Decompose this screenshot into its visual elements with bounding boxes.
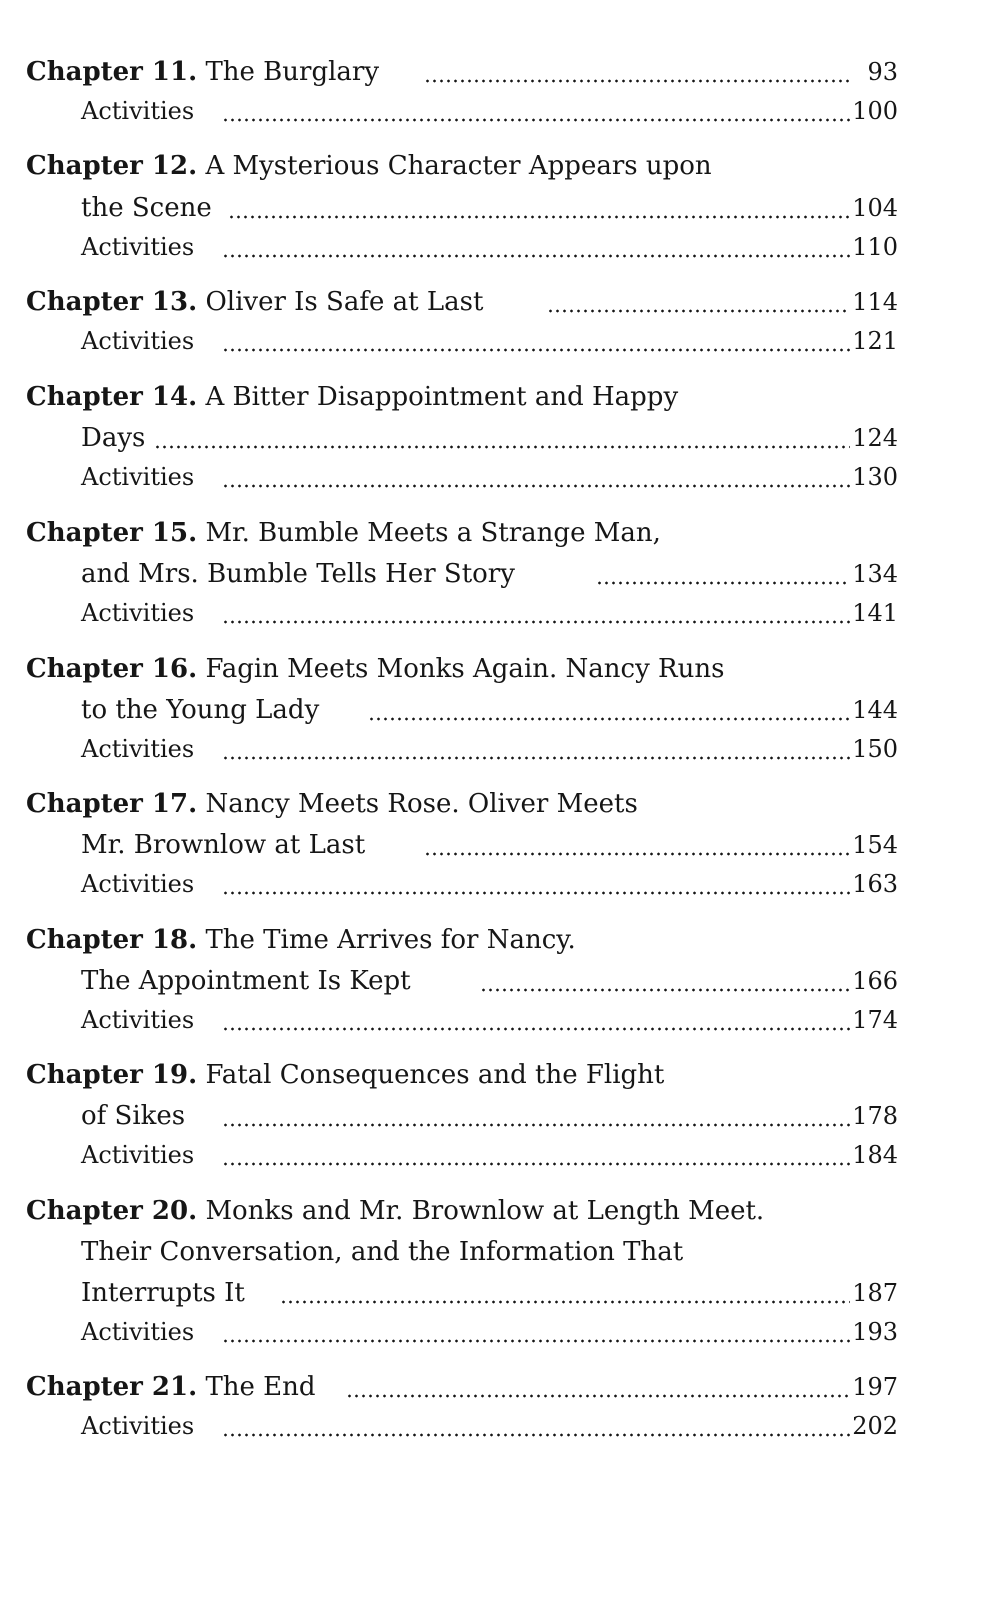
dot-leader [480, 988, 850, 992]
page-number: 100 [852, 97, 898, 125]
toc-entry-activities[interactable] [0, 1406, 1000, 1446]
page-number: 174 [852, 1006, 898, 1034]
chapter-heading [26, 649, 724, 689]
chapter-title-line: to the Young Lady [81, 695, 320, 725]
chapter-title-continuation [0, 825, 1000, 865]
dot-leader [424, 852, 850, 856]
page-number: 144 [852, 696, 898, 724]
chapter-title-line: Days [81, 423, 146, 453]
page-number: 150 [852, 735, 898, 763]
chapter-heading [26, 513, 661, 553]
toc-entry-chapter-12[interactable] [0, 146, 1000, 186]
chapter-heading [26, 377, 678, 417]
page-number: 197 [852, 1373, 898, 1401]
chapter-title-continuation [0, 961, 1000, 1001]
page-number: 141 [852, 599, 898, 627]
chapter-title-continuation [0, 1232, 1000, 1272]
chapter-title-continuation [0, 690, 1000, 730]
chapter-label: Chapter 15. [26, 518, 198, 548]
chapter-title-continuation [0, 1096, 1000, 1136]
page-number: 121 [852, 327, 898, 355]
dot-leader [368, 717, 850, 721]
toc-entry-activities[interactable] [0, 729, 1000, 769]
chapter-title-line: Mr. Brownlow at Last [81, 830, 366, 860]
activities-label: Activities [81, 1141, 195, 1169]
chapter-heading [26, 1367, 316, 1407]
chapter-label: Chapter 21. [26, 1372, 198, 1402]
dot-leader [280, 1300, 850, 1304]
dot-leader [424, 79, 850, 83]
chapter-title-continuation [0, 188, 1000, 228]
page-number: 93 [867, 58, 898, 86]
toc-entry-activities[interactable] [0, 1000, 1000, 1040]
dot-leader [222, 1123, 850, 1127]
toc-entry-activities[interactable] [0, 1312, 1000, 1352]
page-number: 134 [852, 560, 898, 588]
chapter-heading [26, 146, 712, 186]
dot-leader [222, 620, 850, 624]
page-number: 130 [852, 463, 898, 491]
page-number: 110 [852, 233, 898, 261]
chapter-heading [26, 282, 483, 322]
activities-label: Activities [81, 599, 195, 627]
toc-entry-chapter-18[interactable] [0, 920, 1000, 960]
dot-leader [346, 1394, 850, 1398]
dot-leader [222, 254, 850, 258]
activities-label: Activities [81, 1412, 195, 1440]
toc-entry-activities[interactable] [0, 1135, 1000, 1175]
chapter-label: Chapter 19. [26, 1060, 198, 1090]
chapter-title-continuation [0, 554, 1000, 594]
chapter-title: Fagin Meets Monks Again. Nancy Runs [205, 654, 725, 684]
toc-entry-chapter-15[interactable] [0, 513, 1000, 553]
chapter-title-line: Interrupts It [81, 1278, 245, 1308]
toc-entry-activities[interactable] [0, 321, 1000, 361]
dot-leader [222, 891, 850, 895]
page-number: 193 [852, 1318, 898, 1346]
chapter-title: Nancy Meets Rose. Oliver Meets [205, 789, 638, 819]
dot-leader [596, 581, 850, 585]
chapter-heading [26, 920, 576, 960]
toc-entry-chapter-11[interactable] [0, 52, 1000, 92]
chapter-title: The End [205, 1372, 316, 1402]
activities-label: Activities [81, 1318, 195, 1346]
dot-leader [228, 215, 850, 219]
page-number: 187 [852, 1279, 898, 1307]
chapter-title: The Time Arrives for Nancy. [205, 925, 576, 955]
chapter-label: Chapter 16. [26, 654, 198, 684]
toc-entry-activities[interactable] [0, 227, 1000, 267]
toc-entry-activities[interactable] [0, 457, 1000, 497]
chapter-label: Chapter 18. [26, 925, 198, 955]
chapter-title-line: the Scene [81, 193, 212, 223]
page-number: 104 [852, 194, 898, 222]
page-number: 124 [852, 424, 898, 452]
chapter-title: Monks and Mr. Brownlow at Length Meet. [205, 1196, 765, 1226]
activities-label: Activities [81, 327, 195, 355]
toc-entry-chapter-14[interactable] [0, 377, 1000, 417]
activities-label: Activities [81, 97, 195, 125]
chapter-title-continuation [0, 1273, 1000, 1313]
chapter-heading [26, 784, 638, 824]
chapter-heading [26, 1191, 764, 1231]
dot-leader [222, 1162, 850, 1166]
activities-label: Activities [81, 233, 195, 261]
chapter-title: The Burglary [205, 57, 380, 87]
activities-label: Activities [81, 1006, 195, 1034]
chapter-title: Mr. Bumble Meets a Strange Man, [205, 518, 661, 548]
chapter-title-line: The Appointment Is Kept [81, 966, 411, 996]
page-number: 154 [852, 831, 898, 859]
dot-leader [222, 118, 850, 122]
chapter-title: Oliver Is Safe at Last [205, 287, 484, 317]
page-number: 114 [852, 288, 898, 316]
chapter-title: A Mysterious Character Appears upon [205, 151, 712, 181]
toc-entry-activities[interactable] [0, 864, 1000, 904]
chapter-label: Chapter 14. [26, 382, 198, 412]
toc-entry-chapter-21[interactable] [0, 1367, 1000, 1407]
chapter-label: Chapter 13. [26, 287, 198, 317]
dot-leader [222, 1027, 850, 1031]
chapter-heading [26, 1055, 664, 1095]
activities-label: Activities [81, 463, 195, 491]
page-number: 166 [852, 967, 898, 995]
activities-label: Activities [81, 870, 195, 898]
dot-leader [154, 445, 850, 449]
dot-leader [222, 348, 850, 352]
page-number: 178 [852, 1102, 898, 1130]
chapter-label: Chapter 20. [26, 1196, 198, 1226]
chapter-title-line: and Mrs. Bumble Tells Her Story [81, 559, 515, 589]
chapter-title-line: of Sikes [81, 1101, 186, 1131]
chapter-heading [26, 52, 379, 92]
toc-entry-chapter-13[interactable] [0, 282, 1000, 322]
dot-leader [222, 1339, 850, 1343]
toc-entry-chapter-19[interactable] [0, 1055, 1000, 1095]
dot-leader [547, 309, 850, 313]
page-number: 184 [852, 1141, 898, 1169]
chapter-label: Chapter 12. [26, 151, 198, 181]
dot-leader [222, 756, 850, 760]
toc-entry-activities[interactable] [0, 593, 1000, 633]
chapter-title-line: Their Conversation, and the Information That [81, 1237, 684, 1267]
dot-leader [222, 484, 850, 488]
toc-entry-chapter-20[interactable] [0, 1191, 1000, 1231]
toc-entry-activities[interactable] [0, 91, 1000, 131]
dot-leader [222, 1433, 850, 1437]
chapter-title: A Bitter Disappointment and Happy [205, 382, 679, 412]
chapter-title-continuation [0, 418, 1000, 458]
activities-label: Activities [81, 735, 195, 763]
chapter-title: Fatal Consequences and the Flight [205, 1060, 665, 1090]
toc-entry-chapter-16[interactable] [0, 649, 1000, 689]
toc-entry-chapter-17[interactable] [0, 784, 1000, 824]
page-number: 163 [852, 870, 898, 898]
page-number: 202 [852, 1412, 898, 1440]
chapter-label: Chapter 11. [26, 57, 198, 87]
chapter-label: Chapter 17. [26, 789, 198, 819]
